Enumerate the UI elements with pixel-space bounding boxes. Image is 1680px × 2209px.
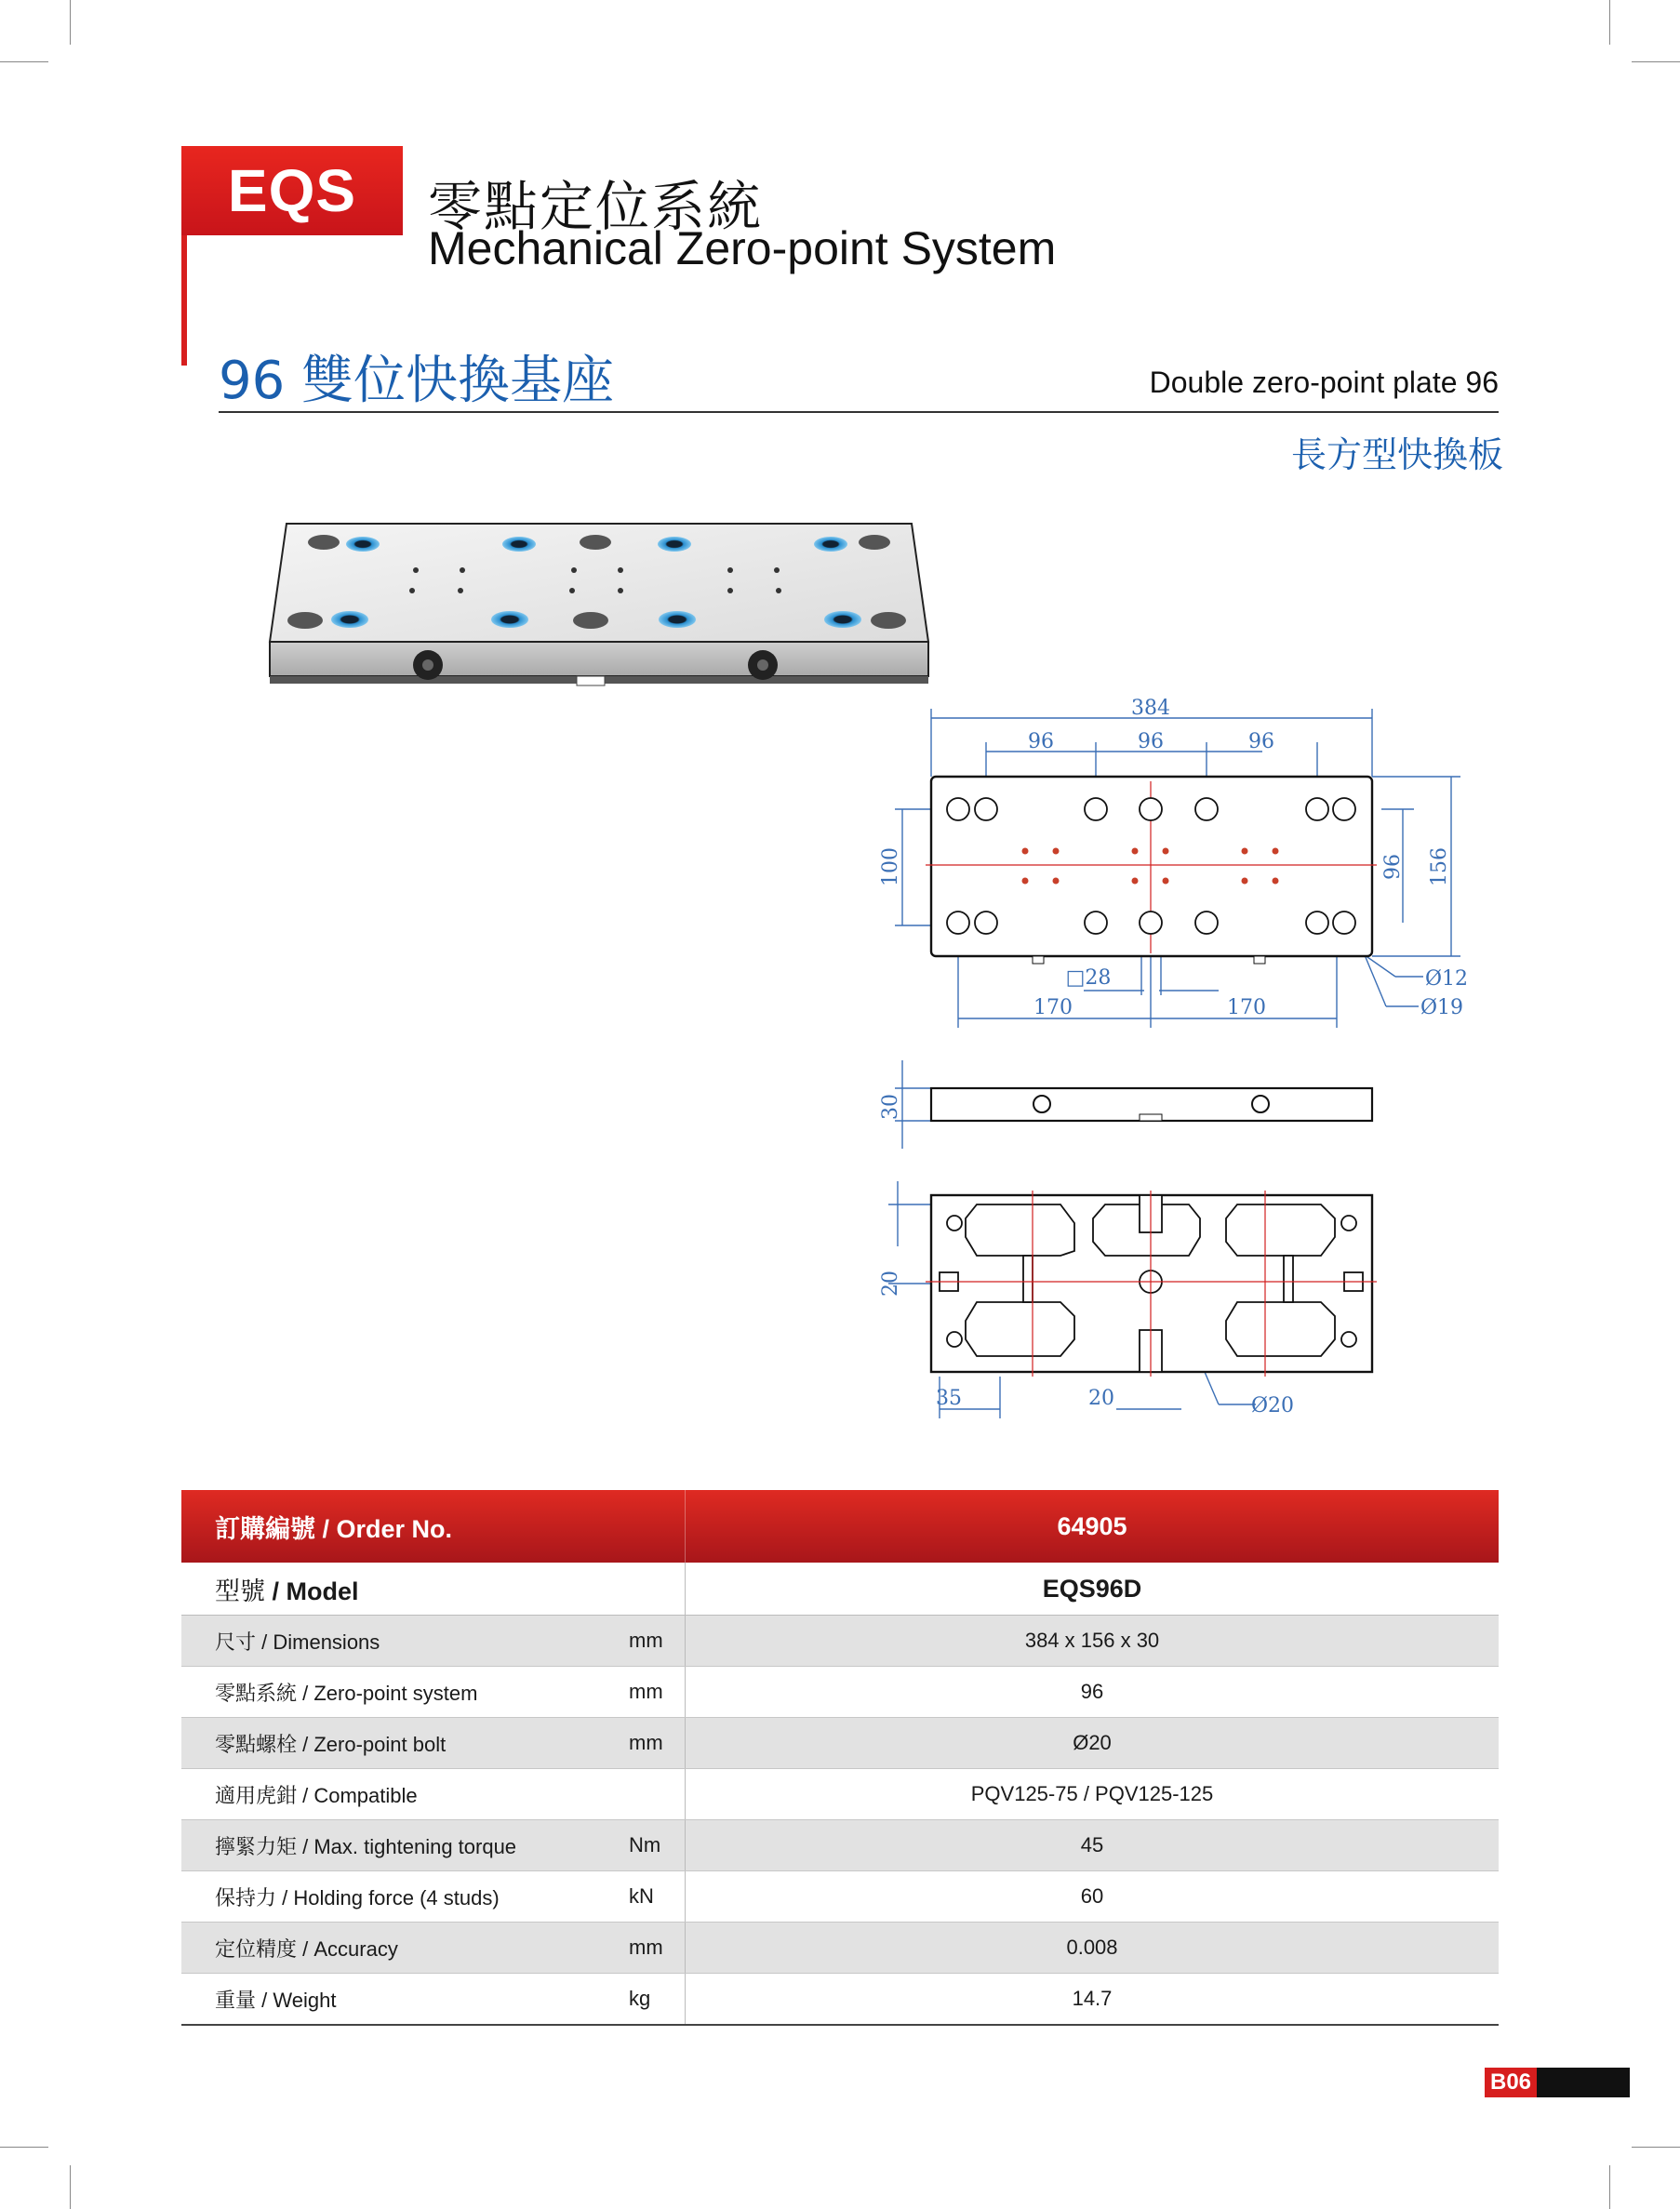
dim-height-overall: 156 [1428,847,1451,886]
dim-bottom-mid: 20 [1088,1387,1114,1410]
order-no-value: 64905 [686,1490,1500,1563]
crop-mark [70,0,71,45]
table-row: 尺寸 / Dimensions mm 384 x 156 x 30 [181,1616,1499,1667]
table-row: 零點螺栓 / Zero-point bolt mm Ø20 [181,1718,1499,1769]
section-title: 96 雙位快換基座 [219,351,615,411]
header-accent-bar [181,235,187,366]
table-row: 零點系統 / Zero-point system mm 96 [181,1667,1499,1718]
dim-left-offset: 20 [879,1271,902,1297]
spec-table [181,1490,1499,2026]
model-value: EQS96D [686,1563,1500,1616]
brand-badge: EQS [181,146,403,235]
hex-screw [413,650,443,680]
crop-mark [1632,61,1680,62]
crop-mark [1632,2147,1680,2148]
crop-mark [1609,0,1610,45]
dim-height-left: 100 [879,847,902,886]
hex-screw [748,650,778,680]
dim-height-inner: 96 [1381,854,1405,880]
crop-mark [0,2147,48,2148]
dim-thickness: 30 [879,1094,902,1120]
dim-half-right: 170 [1227,996,1266,1019]
dim-dia-small: Ø12 [1424,967,1469,991]
dim-pitch-2: 96 [1138,730,1164,753]
section-divider [219,411,1499,413]
table-row: 保持力 / Holding force (4 studs) kN 60 [181,1871,1499,1923]
section-title-en: Double zero-point plate 96 [1149,366,1499,399]
dim-bottom-left: 35 [936,1387,962,1410]
table-row: 重量 / Weight kg 14.7 [181,1974,1499,2026]
dim-pitch-3: 96 [1248,730,1274,753]
technical-drawing [865,688,1488,1432]
crop-mark [1609,2165,1610,2209]
product-image [260,516,940,698]
page-number: B06 [1485,2068,1537,2097]
dim-pitch-1: 96 [1028,730,1054,753]
dim-half-left: 170 [1033,996,1073,1019]
page-title-en: Mechanical Zero-point System [428,222,1057,274]
crop-mark [0,61,48,62]
dim-bore: Ø20 [1250,1394,1295,1417]
dim-overall: 384 [1131,697,1170,720]
table-row: 擰緊力矩 / Max. tightening torque Nm 45 [181,1820,1499,1871]
page-number-bar [1537,2068,1630,2097]
crop-mark [70,2165,71,2209]
table-row: 適用虎鉗 / Compatible PQV125-75 / PQV125-125 [181,1769,1499,1820]
dim-dia-large: Ø19 [1420,996,1464,1019]
page-title-cn: 零點定位系統 [428,175,764,238]
dim-square: □28 [1065,966,1112,990]
model-label: 型號 / Model [181,1563,686,1616]
table-row: 定位精度 / Accuracy mm 0.008 [181,1923,1499,1974]
table-model-row [181,1563,1499,1616]
order-no-label: 訂購編號 / Order No. [181,1490,686,1563]
table-header-row [181,1490,1499,1563]
section-subtitle: 長方型快換板 [1290,434,1503,475]
